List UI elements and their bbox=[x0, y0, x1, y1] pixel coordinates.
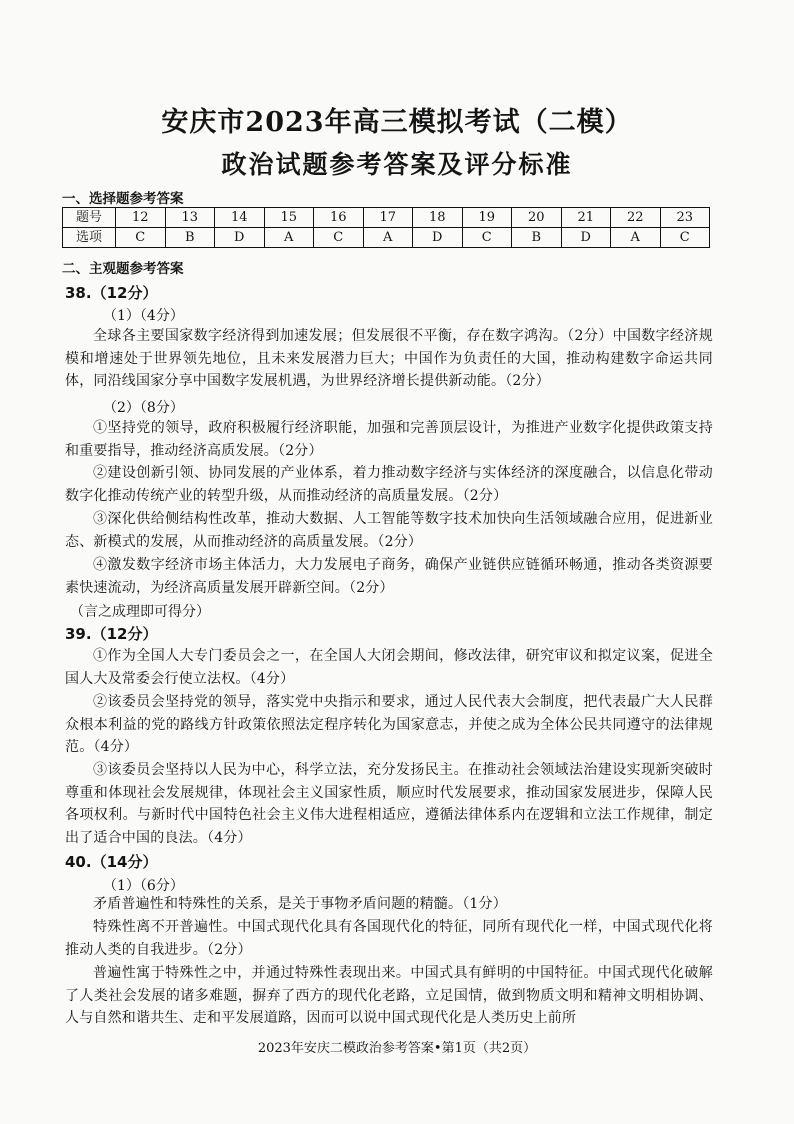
table-cell: A bbox=[363, 228, 413, 248]
section-heading-choice: 一、选择题参考答案 bbox=[62, 191, 184, 207]
document-subtitle: 政治试题参考答案及评分标准 bbox=[221, 150, 573, 179]
question-38-heading: 38.（12分） bbox=[65, 284, 158, 302]
table-cell: 17 bbox=[363, 208, 413, 228]
table-cell: D bbox=[561, 228, 611, 248]
table-cell: C bbox=[314, 228, 364, 248]
page-footer: 2023年安庆二模政治参考答案•第1页（共2页） bbox=[257, 1041, 537, 1056]
table-cell: 16 bbox=[314, 208, 364, 228]
table-cell: 21 bbox=[561, 208, 611, 228]
question-40-answer-2: 特殊性离不开普遍性。中国式现代化具有各国现代化的特征，同所有现代化一样，中国式现代化将推动人类的自我进步。（2分） bbox=[65, 919, 713, 958]
question-38-answer-2: ①坚持党的领导，政府积极履行经济职能，加强和完善顶层设计，为推进产业数字化提供政策支持和重要指导，推动经济高质发展。（2分） bbox=[65, 420, 713, 459]
table-cell: 20 bbox=[512, 208, 562, 228]
question-40-answer-3: 普遍性寓于特殊性之中，并通过特殊性表现出来。中国式具有鲜明的中国特征。中国式现代化破解了人类社会发展的诸多难题，摒弃了西方的现代化老路，立足国情，做到物质文明和精神文明相协调、人与自然和谐共生、走和平发展道路，因而可以说中国式现代化是人类历史上前所 bbox=[65, 965, 713, 1027]
table-cell: 18 bbox=[413, 208, 463, 228]
document-title: 安庆市2023年高三模拟考试（二模） bbox=[161, 107, 633, 138]
question-38-answer-3: ②建设创新引领、协同发展的产业体系，着力推动数字经济与实体经济的深度融合，以信息化带动数字化推动传统产业的转型升级，从而推动经济的高质量发展。（2分） bbox=[65, 465, 713, 504]
question-39-answer-3: ③该委员会坚持以人民为中心，科学立法，充分发扬民主。在推动社会领域法治建设实现新突破时尊重和体现社会发展规律，体现社会主义国家性质，顺应时代发展要求，推动国家发展进步，保障人民各项权利。与新时代中国特色社会主义伟大进程相适应，遵循法律体系内在逻辑和立法工作规律，制定出了适合中国的良法。（4分） bbox=[65, 762, 713, 846]
question-38-answer-4: ③深化供给侧结构性改革，推动大数据、人工智能等数字技术加快向生活领域融合应用，促进新业态、新模式的发展，从而推动经济的高质量发展。（2分） bbox=[65, 511, 713, 550]
row-header-number: 题号 bbox=[63, 208, 116, 228]
question-38-note: （言之成理即可得分） bbox=[70, 604, 210, 620]
table-cell: A bbox=[264, 228, 314, 248]
question-38-part1: （1）（4分） bbox=[103, 308, 184, 324]
table-cell: B bbox=[165, 228, 215, 248]
question-38-part2: （2）（8分） bbox=[103, 400, 184, 416]
table-cell: 15 bbox=[264, 208, 314, 228]
table-cell: 19 bbox=[462, 208, 512, 228]
table-cell: 14 bbox=[215, 208, 265, 228]
table-cell: B bbox=[512, 228, 562, 248]
table-cell: 23 bbox=[660, 208, 710, 228]
question-39-answer-2: ②该委员会坚持党的领导，落实党中央指示和要求，通过人民代表大会制度，把代表最广大人民群众根本利益的党的路线方针政策依照法定程序转化为国家意志，并使之成为全体公民共同遵守的法律规范。（4分） bbox=[65, 694, 713, 756]
table-row-numbers bbox=[63, 208, 710, 228]
question-40-heading: 40.（14分） bbox=[65, 853, 158, 871]
table-row-options bbox=[63, 228, 710, 248]
question-40-part1: （1）（6分） bbox=[103, 878, 184, 894]
answer-table bbox=[62, 207, 710, 248]
table-cell: D bbox=[215, 228, 265, 248]
question-39-answer-1: ①作为全国人大专门委员会之一，在全国人大闭会期间，修改法律，研究审议和拟定议案，促进全国人大及常委会行使立法权。（4分） bbox=[65, 648, 713, 687]
table-cell: C bbox=[116, 228, 166, 248]
question-40-answer-1: 矛盾普遍性和特殊性的关系，是关于事物矛盾问题的精髓。（1分） bbox=[93, 896, 507, 912]
question-38-answer-5: ④激发数字经济市场主体活力，大力发展电子商务，确保产业链供应链循环畅通，推动各类资源要素快速流动，为经济高质量发展开辟新空间。（2分） bbox=[65, 557, 713, 596]
table-cell: 22 bbox=[611, 208, 661, 228]
table-cell: C bbox=[660, 228, 710, 248]
section-heading-subjective: 二、主观题参考答案 bbox=[62, 261, 184, 277]
question-39-heading: 39.（12分） bbox=[65, 625, 158, 643]
table-cell: A bbox=[611, 228, 661, 248]
table-cell: 12 bbox=[116, 208, 166, 228]
table-cell: 13 bbox=[165, 208, 215, 228]
row-header-option: 选项 bbox=[63, 228, 116, 248]
table-cell: C bbox=[462, 228, 512, 248]
question-38-answer-1: 全球各主要国家数字经济得到加速发展；但发展很不平衡，存在数字鸿沟。（2分）中国数字经济规模和增速处于世界领先地位，且未来发展潜力巨大；中国作为负责任的大国，推动构建数字命运共同体，同沿线国家分享中国数字发展机遇，为世界经济增长提供新动能。（2分） bbox=[65, 328, 713, 390]
table-cell: D bbox=[413, 228, 463, 248]
